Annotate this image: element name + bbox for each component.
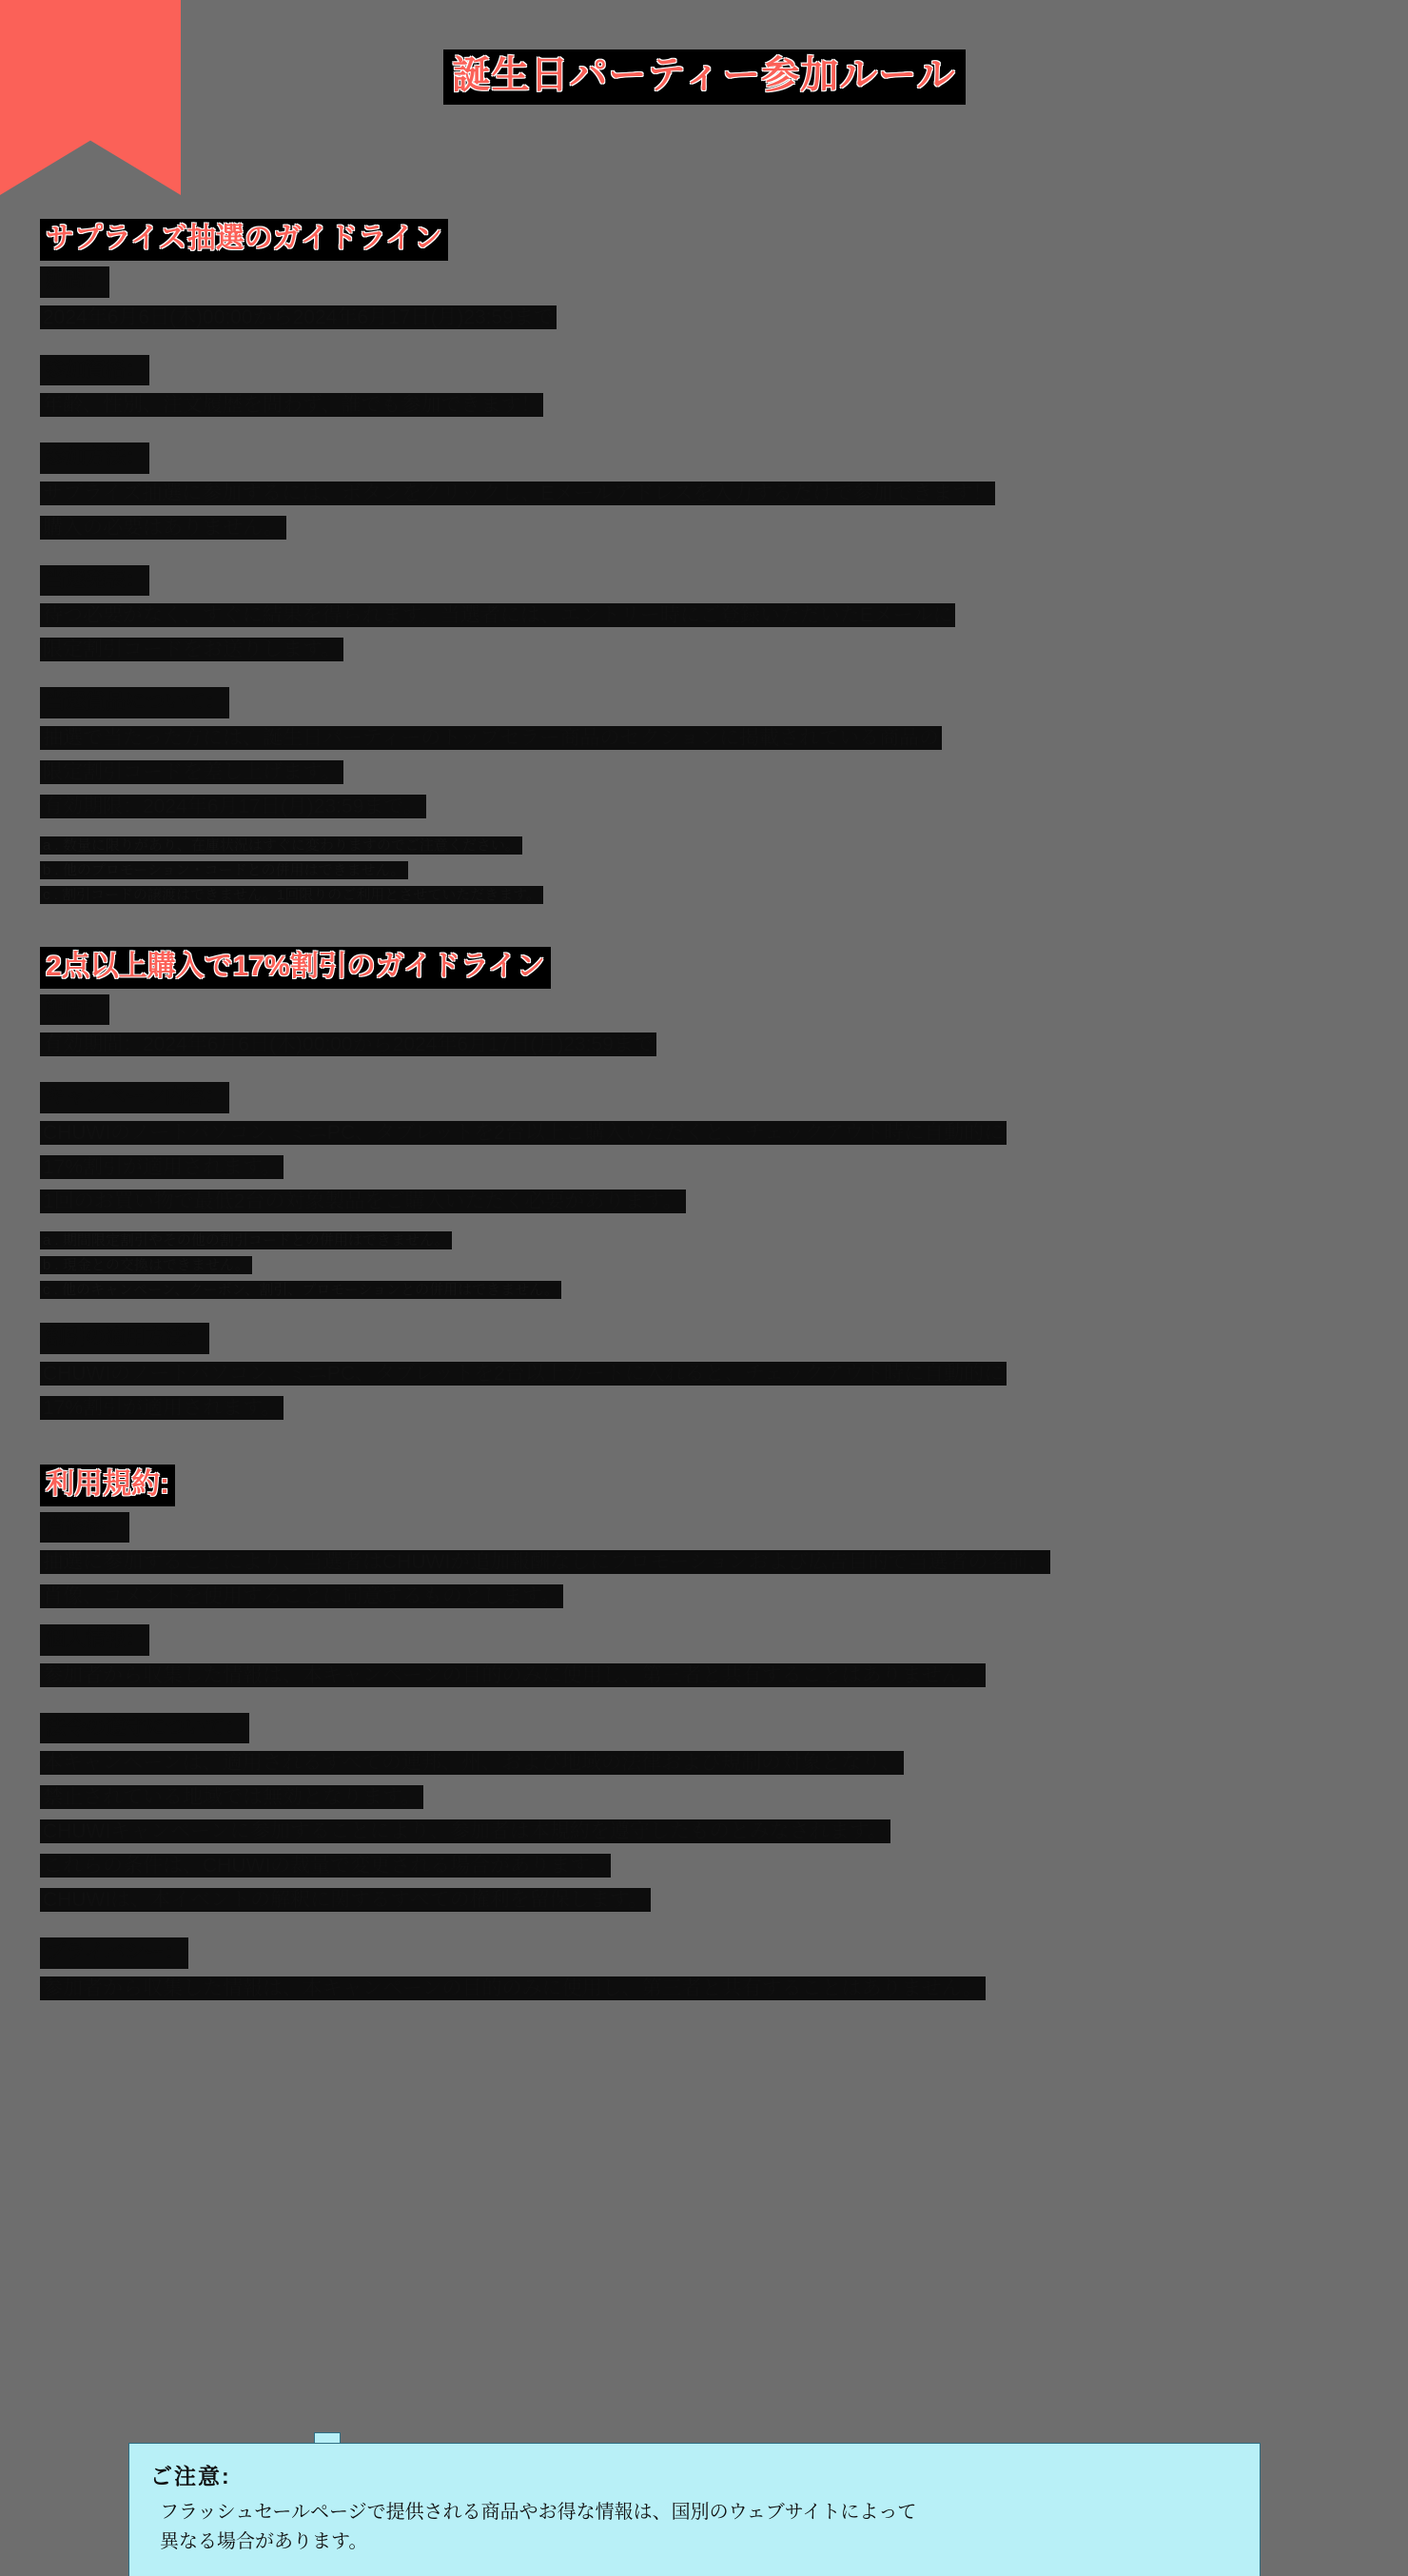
label-row xyxy=(40,565,1368,599)
paragraph: CHUWIは、本イベントの解釈に関するすべての権利を留保します。 xyxy=(40,1884,1368,1917)
paragraph: CHUWIのノートパソコン、ミニPC、タブレットを2台以上カートに入れると、チェックアウト時に自動的に xyxy=(40,1358,1368,1390)
field-label: 個人情報： xyxy=(40,1624,149,1656)
paragraph: 2024年6月6日(木)00:00から2024年6月17日(月)23:59まで xyxy=(40,302,1368,334)
paragraph: 待つ必要がなく、すぐに結果を得られます。当選者には、エントリー時にご登録いただいたEメールに xyxy=(40,600,1368,632)
label-row xyxy=(40,442,1368,476)
paragraph: 17%割引が適用されます。 xyxy=(40,1151,1368,1184)
field-label: 当選発表： xyxy=(40,565,149,597)
paragraph: 禁止されている地域では無効となります。 xyxy=(40,1781,1368,1814)
label-row xyxy=(40,266,1368,300)
label-row xyxy=(40,1937,1368,1971)
note-line: c . 割引コードの譲渡はできません。1回限りのご利用とさせていただきます。 xyxy=(40,884,1368,907)
paragraph: 有効期間：2024年6月6日(木)00:00から2024年6月17日(月)23:59まで xyxy=(40,1029,1368,1061)
note-line: b . 現金との交換はできません。 xyxy=(40,1254,1368,1277)
note-line: a . 数量に限りがあり、在庫状況はすぐに変わりますのでご注意ください。 xyxy=(40,835,1368,857)
label-row xyxy=(40,687,1368,720)
note-line: b . 他のプロモーション・コードとの併用はできません。 xyxy=(40,859,1368,882)
note-line: c . 他のキャンペーン、クーポン、割引、プロモーションとの併用はできません。 xyxy=(40,1279,1368,1302)
section-heading-bundle-discount: 2点以上購入で17%割引のガイドライン xyxy=(40,947,551,989)
paragraph: 抽選に参加することにより、当選者はCHUWIが追加報酬なしにプロモーションおよび広告目的で当選者の名前、 xyxy=(40,1546,1368,1579)
paragraph: 参加者から収集した情報は、本キャンペーンの目的のみに使用し、第三者と共有することはありません。 xyxy=(40,1660,1368,1692)
label-row xyxy=(40,1713,1368,1746)
field-label: 期間： xyxy=(40,266,109,298)
paragraph: 17%割引が適用されます。 xyxy=(40,1392,1368,1425)
paragraph: 限定割引コードを差し上げます。 xyxy=(40,757,1368,789)
field-label: 法令の遵守について： xyxy=(40,1713,249,1744)
label-row xyxy=(40,355,1368,388)
field-label: 肖像権： xyxy=(40,1512,129,1544)
field-label: キャンペーン内容： xyxy=(40,1082,229,1113)
field-label: 期間： xyxy=(40,994,109,1026)
notice-box xyxy=(128,2443,1261,2576)
note-line: a . 期間限定割引やその他の割引コードとの併用はできません。 xyxy=(40,1229,1368,1252)
field-label: 参加方法： xyxy=(40,442,149,474)
field-label: 割引の適用方法： xyxy=(40,1323,209,1354)
paragraph: 1回のお買い物で最低2台の対象製品をご購入いただく必要があります。 xyxy=(40,1186,1368,1218)
section-heading-terms: 利用規約: xyxy=(40,1465,175,1506)
label-row xyxy=(40,1624,1368,1658)
label-row xyxy=(40,994,1368,1028)
document-content xyxy=(0,219,1408,2005)
page-title-wrap xyxy=(0,0,1408,105)
paragraph: 抽選で当たった方には、誕生日パーティーのトップセラー商品のセクションに掲載されている商品の xyxy=(40,722,1368,755)
paragraph: 有効期限：2024年6月17日(月)23:59まで。 xyxy=(40,791,1368,823)
field-label: 当選賞品について： xyxy=(40,687,229,718)
paragraph: 肖像、コメントを使用することに同意するものとします。 xyxy=(40,1581,1368,1613)
label-row xyxy=(40,1082,1368,1115)
paragraph: 参加者から収集した情報は、本キャンペーンの目的のみに使用し、第三者と共有することはありません。 xyxy=(40,1973,1368,2005)
page-title: 誕生日パーティー参加ルール xyxy=(443,49,966,105)
field-label: プライバシー： xyxy=(40,1937,188,1969)
notice-body-line-1: フラッシュセールページで提供される商品やお得な情報は、国別のウェブサイトによって xyxy=(160,2502,917,2523)
paragraph: 年齢、性別、注文履歴を問わず、誰でも参加できます！ xyxy=(40,389,1368,422)
section-heading-lottery: サプライズ抽選のガイドライン xyxy=(40,219,448,261)
paragraph: これらの条件は、CHUWIの裁量で変更される場合があります。 xyxy=(40,1850,1368,1882)
paragraph: CHUWIキャンペーンに参加することにより、参加者は本規約を遵守したものとみなされます。 xyxy=(40,1816,1368,1848)
label-row xyxy=(40,1512,1368,1545)
paragraph: 限定割引コードをお送りします。 xyxy=(40,634,1368,666)
field-label: 参加資格： xyxy=(40,355,149,386)
paragraph: 購入の必要はありません。 xyxy=(40,512,1368,544)
paragraph: CHUWIのノートパソコン、ミニPC、タブレットを2台以上ご購入いただくと、チェックアウト時に自動的に xyxy=(40,1117,1368,1150)
label-row xyxy=(40,1323,1368,1356)
paragraph: サプライズ抽選に参加するには、ボタンをクリックし、Eメールアドレスを入力するだけで参加できます！ xyxy=(40,478,1368,510)
notice-body-line-2: 異なる場合があります。 xyxy=(160,2531,368,2552)
notice-title: ご注意: xyxy=(150,2464,231,2488)
paragraph: 本キャンペーンは、適用されるすべての連邦、州、および地域の法律および規制の対象となり、 xyxy=(40,1747,1368,1780)
